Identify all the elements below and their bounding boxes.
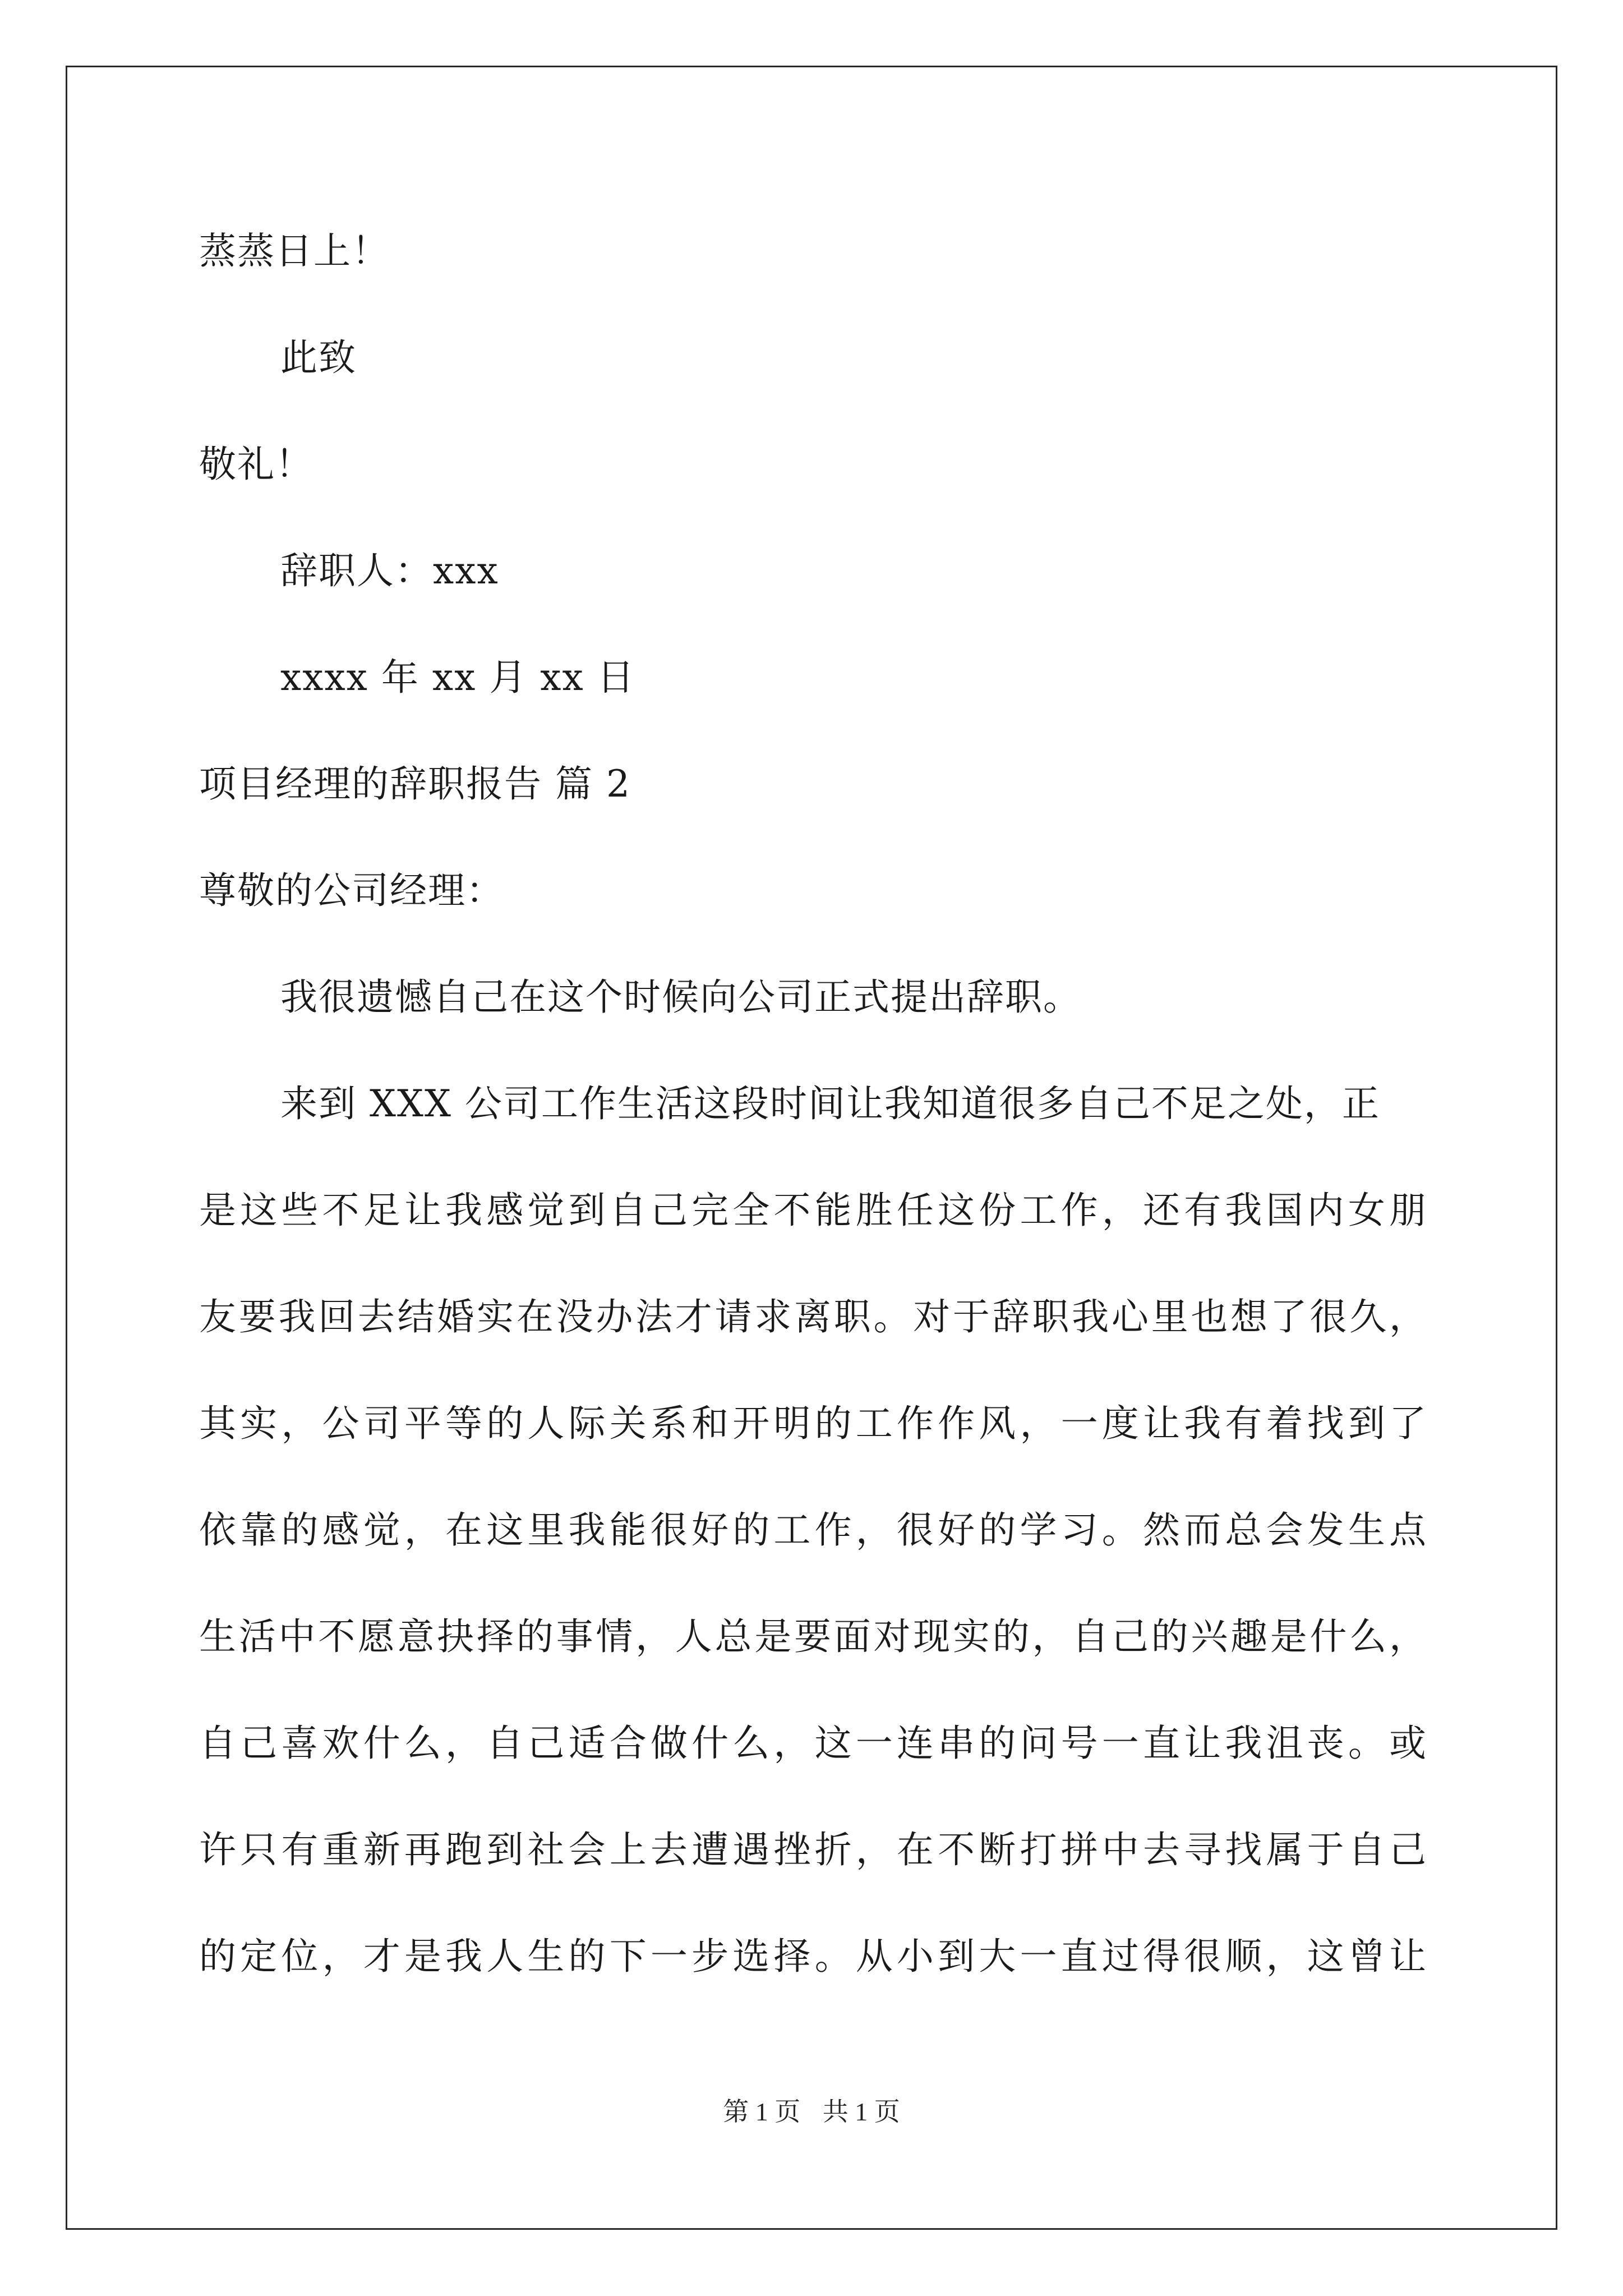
page-footer [0,2095,1623,2129]
signer-line: 辞职人：xxx [280,549,499,592]
addressee-line: 尊敬的公司经理： [199,869,504,912]
regards-line: 敬礼！ [199,443,313,486]
section-heading: 项目经理的辞职报告 篇 2 [199,762,631,806]
paragraph-line: 生活中不愿意抉择的事情，人总是要面对现实的，自己的兴趣是什么， [199,1615,1427,1658]
paragraph-line: 我很遗憾自己在这个时候向公司正式提出辞职。 [280,976,1081,1019]
page-number: 第 1 页 [723,2097,801,2126]
paragraph-line: 友要我回去结婚实在没办法才请求离职。对于辞职我心里也想了很久， [199,1295,1427,1338]
page-border [66,66,1557,2230]
paragraph-line: 许只有重新再跑到社会上去遭遇挫折，在不断打拼中去寻找属于自己 [199,1828,1427,1871]
paragraph-line: 来到 XXX 公司工作生活这段时间让我知道很多自己不足之处，正 [280,1082,1380,1125]
paragraph-line: 的定位，才是我人生的下一步选择。从小到大一直过得很顺，这曾让 [199,1935,1427,1978]
page-total: 共 1 页 [822,2097,900,2126]
paragraph-line: 自己喜欢什么，自己适合做什么，这一连串的问号一直让我沮丧。或 [199,1722,1427,1765]
closing-line: 蒸蒸日上！ [199,229,390,273]
paragraph-line: 是这些不足让我感觉到自己完全不能胜任这份工作，还有我国内女朋 [199,1189,1427,1232]
date-line: xxxx 年 xx 月 xx 日 [280,656,635,699]
paragraph-line: 依靠的感觉，在这里我能很好的工作，很好的学习。然而总会发生点 [199,1508,1427,1552]
paragraph-line: 其实，公司平等的人际关系和开明的工作作风，一度让我有着找到了 [199,1402,1427,1445]
salutation-line: 此致 [280,336,357,379]
